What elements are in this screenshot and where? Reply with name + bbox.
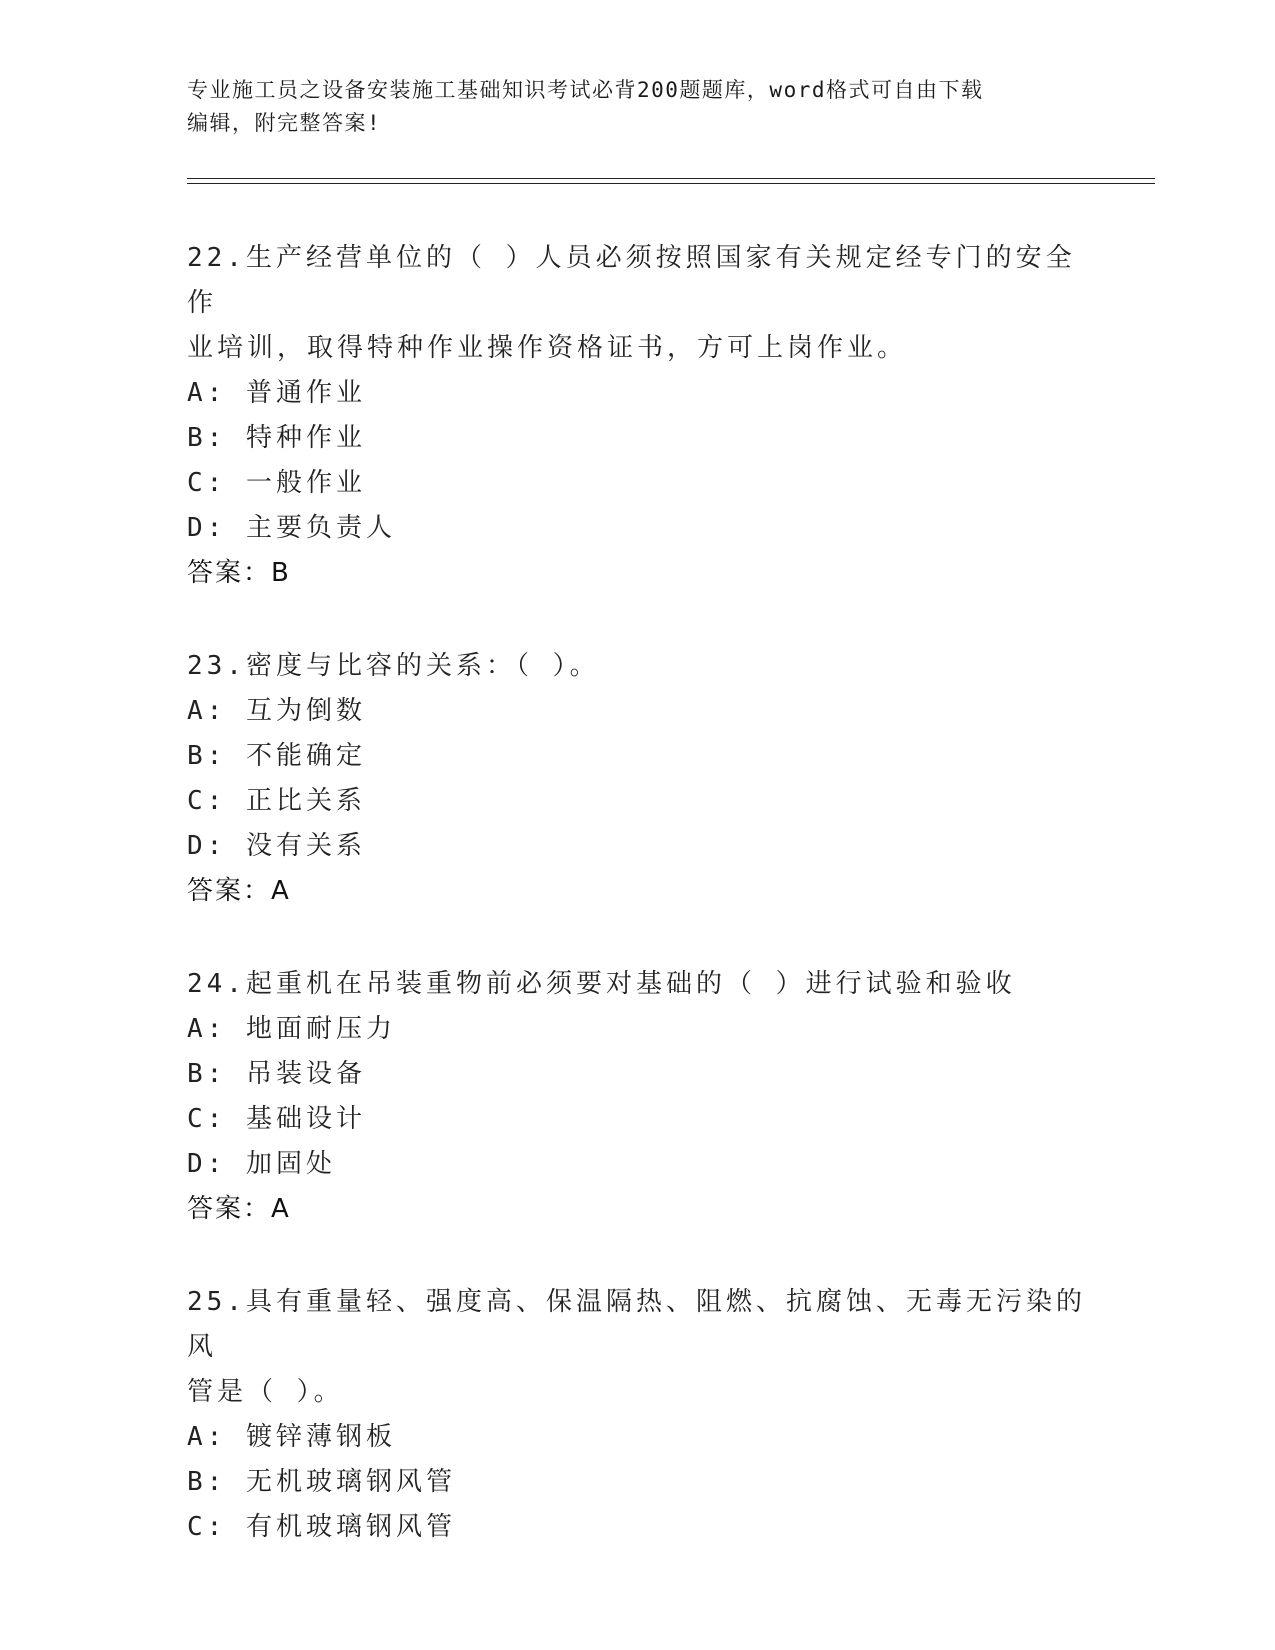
option-a: A: 普通作业: [187, 378, 366, 408]
option-a: A: 镀锌薄钢板: [187, 1422, 396, 1452]
header-divider-top: [187, 178, 1155, 179]
answer: 答案：B: [187, 558, 291, 588]
question-stem: 22.生产经营单位的（ ）人员必须按照国家有关规定经专门的安全作: [187, 243, 1076, 318]
header-divider-bottom: [187, 183, 1155, 184]
document-header: [187, 74, 1087, 140]
question-22: [187, 236, 1087, 596]
answer: 答案：A: [187, 1194, 291, 1224]
option-b: B: 特种作业: [187, 423, 366, 453]
question-stem: 管是（ ）。: [187, 1377, 344, 1407]
option-c: C: 正比关系: [187, 786, 366, 816]
answer: 答案：A: [187, 876, 291, 906]
option-c: C: 有机玻璃钢风管: [187, 1512, 456, 1542]
question-list: [187, 236, 1087, 1598]
question-stem: 25.具有重量轻、强度高、保温隔热、阻燃、抗腐蚀、无毒无污染的风: [187, 1287, 1086, 1362]
option-c: C: 一般作业: [187, 468, 366, 498]
option-a: A: 地面耐压力: [187, 1014, 396, 1044]
option-d: D: 没有关系: [187, 831, 366, 861]
question-stem: 23.密度与比容的关系：（ ）。: [187, 651, 600, 681]
question-stem: 业培训，取得特种作业操作资格证书，方可上岗作业。: [187, 333, 908, 363]
option-b: B: 无机玻璃钢风管: [187, 1467, 456, 1497]
option-a: A: 互为倒数: [187, 696, 366, 726]
option-d: D: 加固处: [187, 1149, 336, 1179]
question-24: [187, 962, 1087, 1232]
header-line-2: 编辑，附完整答案!: [187, 111, 382, 135]
question-23: [187, 644, 1087, 914]
option-b: B: 吊装设备: [187, 1059, 366, 1089]
question-25: [187, 1280, 1087, 1550]
header-line-1: 专业施工员之设备安装施工基础知识考试必背200题题库，word格式可自由下载: [187, 78, 984, 102]
question-stem: 24.起重机在吊装重物前必须要对基础的（ ）进行试验和验收: [187, 969, 1016, 999]
option-b: B: 不能确定: [187, 741, 366, 771]
option-d: D: 主要负责人: [187, 513, 396, 543]
option-c: C: 基础设计: [187, 1104, 366, 1134]
